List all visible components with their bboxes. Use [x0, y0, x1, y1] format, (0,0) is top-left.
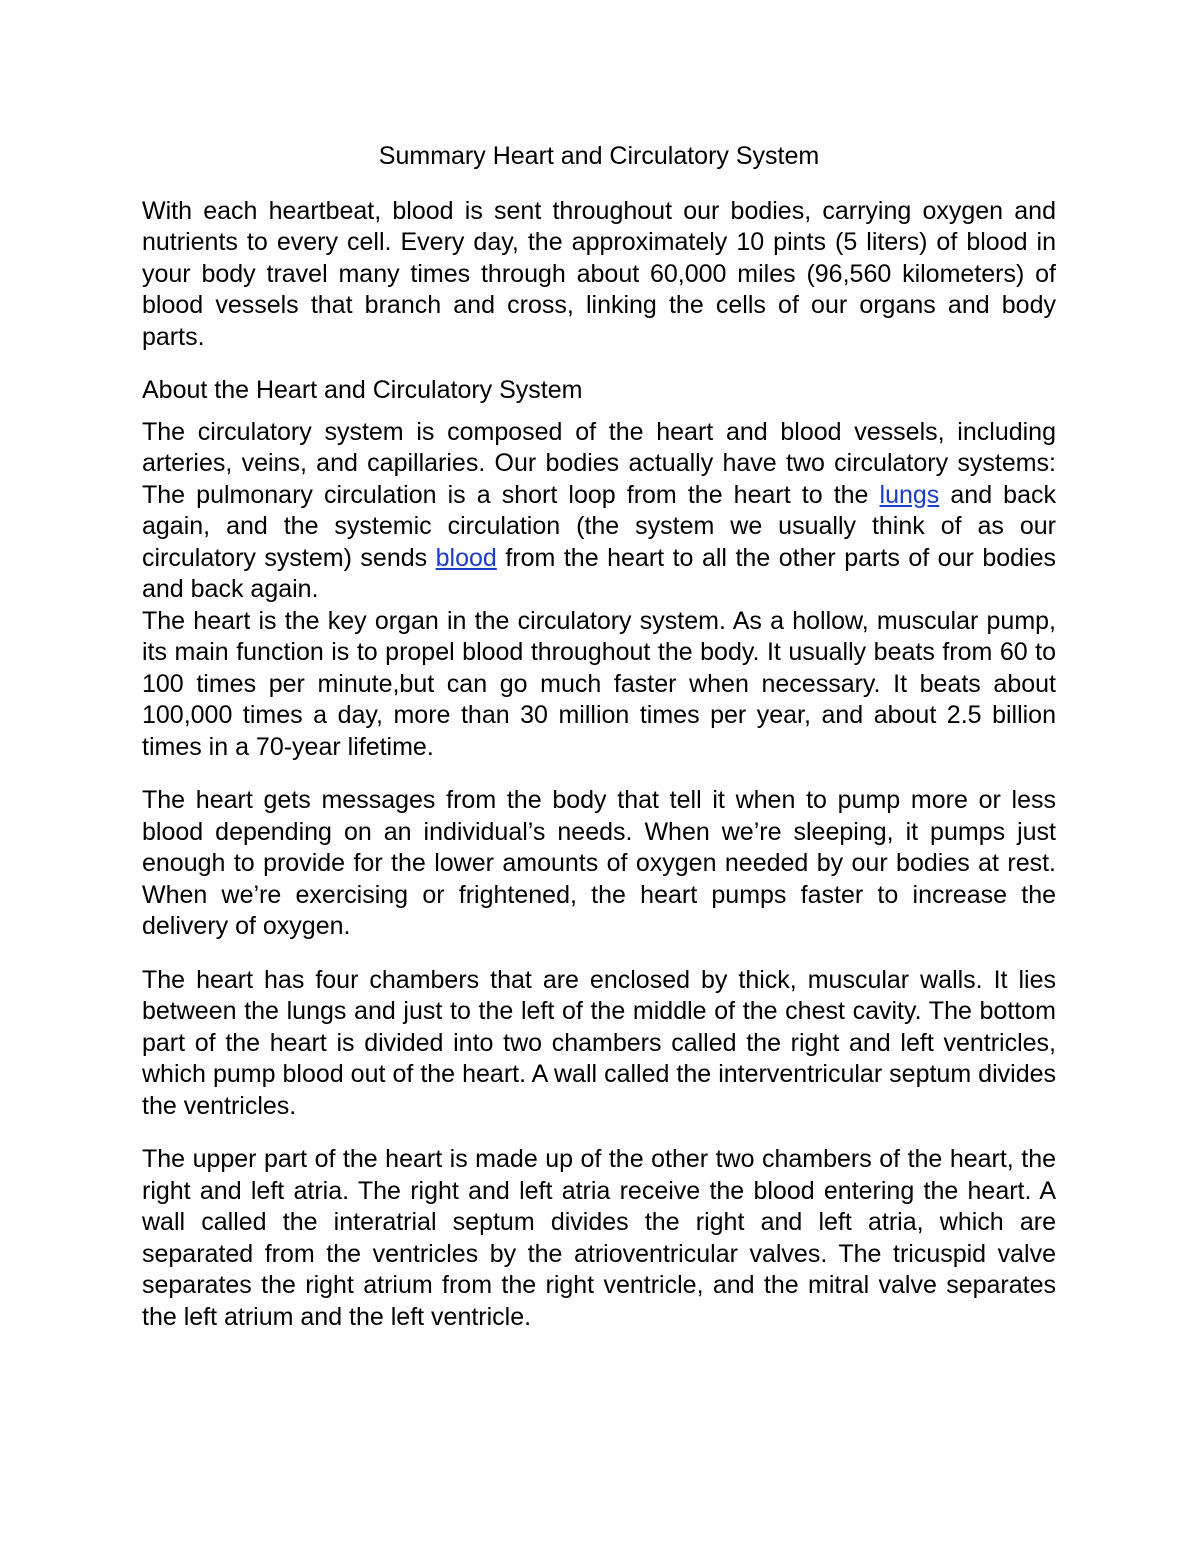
circulatory-paragraph	[142, 417, 1056, 606]
document-title: Summary Heart and Circulatory System	[378, 142, 820, 170]
section-heading: About the Heart and Circulatory System	[142, 376, 583, 404]
lungs-link[interactable]: lungs	[879, 480, 940, 509]
heart-pump-paragraph: The heart is the key organ in the circulatory system. As a hollow, muscular pump, its main function is to propel blood throughout the body. It usually beats from 60 to 100 times per minute,but can go much faster when necessary. It beats about 100,000 times a day, more than 30 million times per year, and about 2.5 billion times in a 70-year lifetime.	[142, 606, 1056, 761]
paragraph-text: and back again, and the systemic circulation (the system we usually think of as our circulatory system) sends	[142, 480, 1056, 572]
paragraph-text: The circulatory system is composed of the heart and blood vessels, including arteries, veins, and capillaries. Our bodies actually have two circulatory systems: The pulmonary circulation is a short loop from the heart to the	[142, 417, 1056, 509]
document-body	[142, 141, 1056, 1333]
paragraph-text: from the heart to all the other parts of our bodies and back again.	[142, 543, 1056, 603]
heart-messages-paragraph: The heart gets messages from the body that tell it when to pump more or less blood depending on an individual’s needs. When we’re sleeping, it pumps just enough to provide for the lower amounts of oxygen needed by our bodies at rest. When we’re exercising or frightened, the heart pumps faster to increase the delivery of oxygen.	[142, 786, 1056, 940]
blood-link[interactable]: blood	[435, 543, 497, 572]
intro-paragraph: With each heartbeat, blood is sent throughout our bodies, carrying oxygen and nutrients to every cell. Every day, the approximately 10 pints (5 liters) of blood in your body travel many times through about 60,000 miles (96,560 kilometers) of blood vessels that branch and cross, linking the cells of our organs and body parts.	[142, 196, 1056, 351]
atria-paragraph: The upper part of the heart is made up of the other two chambers of the heart, the right and left atria. The right and left atria receive the blood entering the heart. A wall called the interatrial septum divides the right and left atria, which are separated from the ventricles by the atrioventricular valves. The tricuspid valve separates the right atrium from the right ventricle, and the mitral valve separates the left atrium and the left ventricle.	[142, 1145, 1056, 1331]
heart-chambers-paragraph: The heart has four chambers that are enclosed by thick, muscular walls. It lies between the lungs and just to the left of the middle of the chest cavity. The bottom part of the heart is divided into two chambers called the right and left ventricles, which pump blood out of the heart. A wall called the interventricular septum divides the ventricles.	[142, 965, 1056, 1120]
